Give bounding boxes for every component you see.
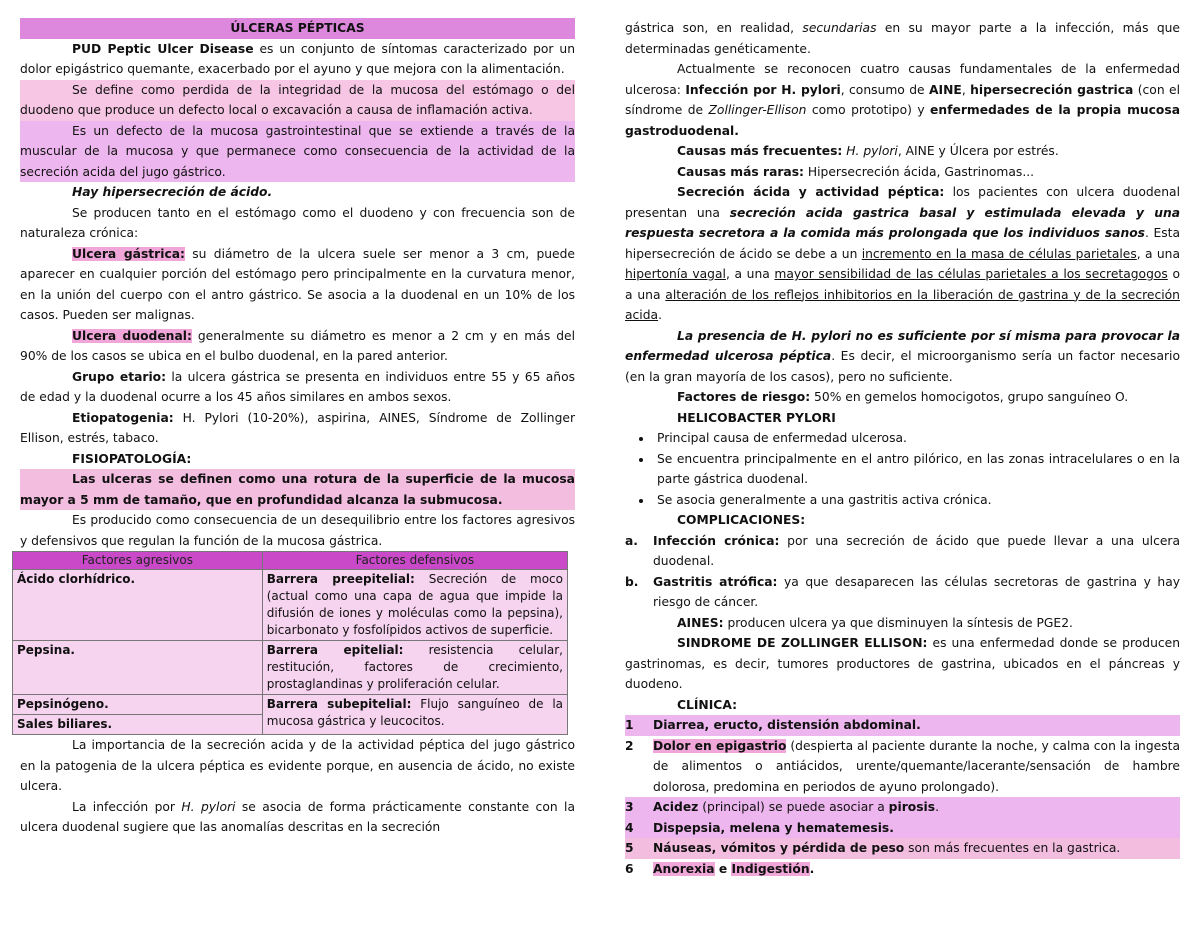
col-header-aggressive: Factores agresivos [13,552,263,570]
clinical-item-6 [625,859,1180,880]
clinical-number: 1 [625,718,634,732]
helicobacter-heading: HELICOBACTER PYLORI [677,410,836,425]
clinical-item-4 [625,818,1180,839]
frequent-term: Causas más frecuentes: [677,144,843,158]
defensive-term: Barrera preepitelial: [266,572,415,586]
acid-text-c: , a una [1136,246,1180,261]
presence-paragraph [625,326,1180,388]
complication-text: por una secreción de ácido que puede llevar a una ulcera duodenal. [653,533,1180,568]
risk-term: Factores de riesgo: [677,390,811,404]
list-item: • Principal causa de enfermedad ulcerosa. [653,428,1180,449]
complication-term: Infección crónica: [653,533,780,548]
table-row [13,641,568,695]
zollinger-paragraph [625,633,1180,695]
acid-text-e: o a una [625,267,1180,302]
gastric-ulcer-text: su diámetro de la ulcera suele ser menor a 3 cm, puede aparecer en cualquier porción del estómago pero principalmente en la curvatura menor, en la unión del cuerpo con el antro gástrico. Se asocia a la duodenal en un 10% de los casos. Pueden ser malignas. [20,246,575,322]
aggressive-factor: Pepsina. [13,641,263,695]
clinical-item-5 [625,838,1180,859]
definition-1: Se define como perdida de la integridad de la mucosa del estómago o del duodeno que produce un defecto local o excavación a causa de inflamación activa. [20,80,575,121]
clinical-item-2 [625,736,1180,798]
table-row [13,695,568,715]
acid-text-b: . Esta hipersecreción de ácido se debe a un [625,226,1180,261]
acid-emphasis: secreción acida gastrica basal y estimulada elevada y una respuesta secretora a la comida más prolongada que los individuos sanos [625,205,1180,240]
duodenal-ulcer-text: generalmente su diámetro es menor a 2 cm y en más del 90% de los casos se ubica en el bulbo duodenal, en la pared anterior. [20,328,575,363]
causes-text-c: , [961,82,971,97]
complication-marker: b. [625,574,639,589]
complication-marker: a. [625,533,638,548]
gastric-ulcer-paragraph [20,244,575,326]
table-row [13,570,568,641]
causes-text-a: Actualmente se reconocen cuatro causas fundamentales de la enfermedad ulcerosa: [625,62,1180,97]
etiopathogenesis-text: H. Pylori (10-20%), aspirina, AINES, Síndrome de Zollinger Ellison, estrés, tabaco. [20,410,575,445]
rare-text: Hipersecreción ácida, Gastrinomas... [803,164,1035,179]
frequent-text: , AINE y Úlcera por estrés. [897,144,1059,158]
cause-aine: AINE [929,82,962,97]
pud-paragraph [20,39,575,80]
duodenal-ulcer-term: Ulcera duodenal: [72,328,192,343]
clinical-term: Náuseas, vómitos y pérdida de peso [653,841,905,855]
causes-text-e: como prototipo) y [806,103,931,117]
gastric-ulcer-term: Ulcera gástrica: [72,246,185,261]
factors-table [12,551,568,735]
complication-b [625,572,1180,613]
location-paragraph: Se producen tanto en el estómago como el duodeno y con frecuencia son de naturaleza crónica: [20,205,575,240]
clinical-text-mid: e [714,861,732,876]
clinical-text: Diarrea, eructo, distensión abdominal. [653,718,921,732]
acid-cause-2: hipertonía vagal [625,267,726,281]
clinical-number: 2 [625,738,634,753]
acid-term: Secreción ácida y actividad péptica: [677,185,945,199]
defensive-factor [262,641,567,695]
clinical-term: Dolor en epigastrio [653,738,787,753]
pud-term: PUD Peptic Ulcer Disease [72,41,254,56]
cont-text-b: en su mayor parte a la infección, más que determinadas genéticamente. [625,21,1180,56]
defensive-term: Barrera epitelial: [266,643,404,657]
clinical-term-b: pirosis [888,800,936,814]
clinical-term: Anorexia [653,861,715,876]
defensive-term: Barrera subepitelial: [266,697,412,711]
duodenal-ulcer-paragraph [20,326,575,367]
cause-hpylori: Infección por H. pylori [685,82,841,97]
list-item: • Se asocia generalmente a una gastritis activa crónica. [653,490,1180,511]
clinical-number: 4 [625,820,634,835]
clinical-number: 6 [625,861,634,876]
acid-cause-3: mayor sensibilidad de las células parietales a los secretagogos [774,267,1168,281]
infection-hpylori: H. pylori [181,799,236,814]
imbalance-paragraph: Es producido como consecuencia de un desequilibrio entre los factores agresivos y defensivos que regulan la función de la mucosa gástrica. [20,513,575,548]
zollinger-text: es una enfermedad donde se producen gastrinomas, es decir, tumores productores de gastrina, ubicados en el páncreas y duodeno. [625,636,1180,691]
age-group-text: la ulcera gástrica se presenta en individuos entre 55 y 65 años de edad y la duodenal ocurre a los 45 años similares en ambos sexos. [20,369,576,404]
definition-2: Es un defecto de la mucosa gastrointestinal que se extiende a través de la muscular de la mucosa y que permanece como consecuencia de la actividad de la secreción acida del jugo gástrico. [20,121,575,183]
etiopathogenesis-term: Etiopatogenia: [72,410,174,425]
complications-heading: COMPLICACIONES: [677,513,806,527]
defensive-text: Secreción de moco (actual como una capa de agua que impide la difusión de iones y moléculas como la pepsina), bicarbonato y fosfolípidos activos de superficie. [266,572,563,637]
right-column [625,18,1180,879]
acid-cause-1: incremento en la masa de células parietales [861,246,1137,261]
defensive-factor [262,570,567,641]
helicobacter-list [625,428,1180,510]
clinical-term-b: Indigestión [731,861,810,876]
cause-mucosa: enfermedades de la propia mucosa gastroduodenal. [625,103,1180,138]
physiopathology-heading: FISIOPATOLOGÍA: [72,451,192,466]
causes-paragraph [625,59,1180,141]
cont-secondary: secundarias [802,21,877,35]
presence-emphasis: La presencia de H. pylori no es suficiente por sí misma para provocar la enfermedad ulcerosa péptica [625,328,1180,363]
aggressive-factor: Sales biliares. [13,715,263,735]
aines-paragraph [625,613,1180,634]
infection-text-a: La infección por [72,799,182,814]
clinical-text: (despierta al paciente durante la noche, y calma con la ingesta de alimentos o antiácidos, urente/quemante/lacerante/sensación de hambre dolorosa, predomina en periodos de ayuno prolongado). [653,738,1180,794]
acid-cause-4: alteración de los reflejos inhibitorios en la liberación de gastrina y de la secreción acida [625,287,1180,322]
col-header-defensive: Factores defensivos [262,552,567,570]
cause-zollinger: Zollinger-Ellison [708,103,807,117]
defensive-text: Flujo sanguíneo de la mucosa gástrica y leucocitos. [266,697,564,728]
aggressive-factor: Ácido clorhídrico. [13,570,263,641]
clinical-number: 3 [625,800,634,814]
acid-text-f: . [658,308,662,322]
clinical-term: Acidez [653,800,699,814]
importance-paragraph: La importancia de la secreción acida y de la actividad péptica del jugo gástrico en la patogenia de la ulcera péptica es evidente porque, en ausencia de ácido, no existe ulcera. [20,738,575,793]
etiopathogenesis-paragraph [20,408,575,449]
causes-text-d: (con el síndrome de [625,82,1180,117]
presence-text: . Es decir, el microorganismo sería un factor necesario (en la gran mayoría de los casos), pero no suficiente. [625,349,1180,384]
cont-text-a: gástrica son, en realidad, [625,21,803,35]
acid-text-d: , a una [725,267,775,281]
aggressive-factor: Pepsinógeno. [13,695,263,715]
risk-factors [625,387,1180,408]
rare-term: Causas más raras: [677,164,804,179]
clinical-text-c: . [809,861,815,876]
zollinger-term: SINDROME DE ZOLLINGER ELLISON: [677,636,928,650]
ulcer-definition: Las ulceras se definen como una rotura de la superficie de la mucosa mayor a 5 mm de tamaño, que en profundidad alcanza la submucosa. [20,469,575,510]
clinical-number: 5 [625,841,634,855]
age-group-term: Grupo etario: [72,369,167,384]
acid-text-a: los pacientes con ulcera duodenal presentan una [625,185,1180,220]
defensive-text: resistencia celular, restitución, factores de crecimiento, prostaglandinas y proliferación celular. [266,643,563,691]
acid-secretion-paragraph [625,182,1180,326]
infection-paragraph [20,797,575,838]
clinical-heading: CLÍNICA: [677,697,737,712]
aines-term: AINES: [677,615,724,630]
causes-text-b: , consumo de [840,82,930,97]
clinical-text: Dispepsia, melena y hematemesis. [653,820,894,835]
clinical-text: son más frecuentes en la gastrica. [904,841,1121,855]
clinical-item-1 [625,715,1180,736]
continuation-paragraph [625,18,1180,59]
risk-text: 50% en gemelos homocigotos, grupo sanguíneo O. [810,390,1129,404]
cause-hypersecretion: hipersecreción gastrica [970,82,1134,97]
clinical-text-c: . [935,800,939,814]
clinical-text-a: (principal) se puede asociar a [698,800,889,814]
list-item: • Se encuentra principalmente en el antro pilórico, en las zonas intracelulares o en la parte gástrica duodenal. [653,449,1180,490]
page-title: ÚLCERAS PÉPTICAS [20,18,575,39]
frequent-causes [625,141,1180,162]
complication-term: Gastritis atrófica: [653,574,778,589]
age-group-paragraph [20,367,575,408]
infection-text-b: se asocia de forma prácticamente constante con la ulcera duodenal sugiere que las anomalías descritas en la secreción [20,799,576,834]
hypersecretion-note: Hay hipersecreción de ácido. [72,185,273,199]
rare-causes [625,162,1180,183]
clinical-item-3 [625,797,1180,818]
defensive-factor [262,695,567,735]
pud-text: es un conjunto de síntomas caracterizado por un dolor epigástrico quemante, exacerbado por el ayuno y que mejora con la alimentación. [20,41,575,76]
frequent-hpylori: H. pylori [842,144,898,158]
left-column [17,18,576,838]
complication-text: ya que desaparecen las células secretoras de gastrina y hay riesgo de cáncer. [653,574,1181,609]
aines-text: producen ulcera ya que disminuyen la síntesis de PGE2. [723,615,1073,630]
complication-a [625,531,1180,572]
